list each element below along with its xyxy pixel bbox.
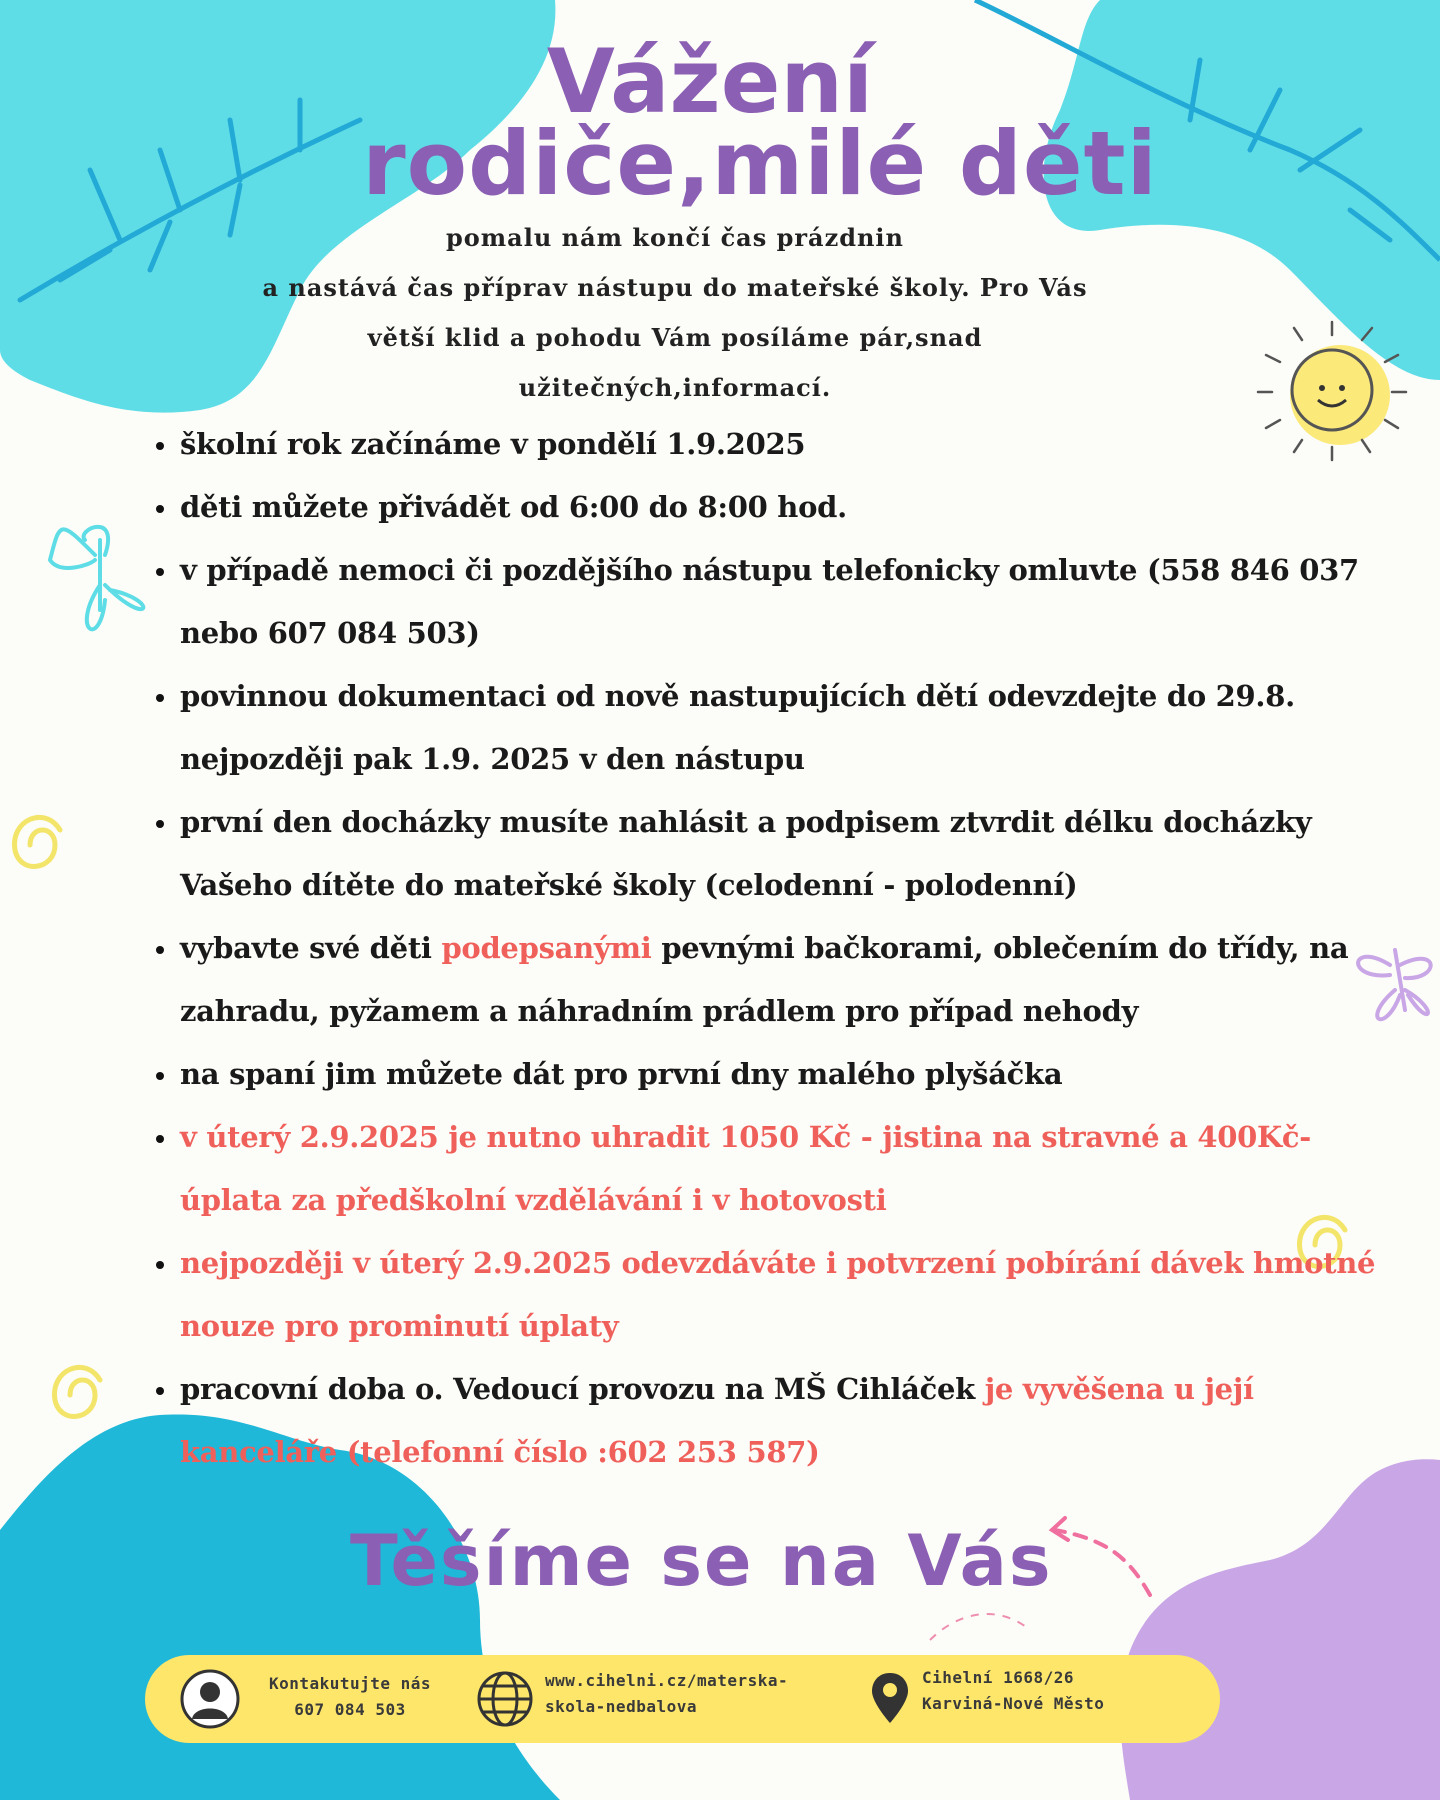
list-item-text: školní rok začínáme v pondělí 1.9.2025 [180, 427, 806, 461]
address-line-2: Karviná-Nové Město [922, 1694, 1105, 1713]
intro-line-1: pomalu nám končí čas prázdnin [445, 223, 904, 252]
list-item [150, 539, 1400, 665]
intro-line-4: užitečných,informací. [518, 373, 832, 402]
highlighted-text: je vyvěšena u její kanceláře (telefonní číslo :602 253 587) [180, 1372, 1254, 1469]
info-list [150, 413, 1400, 1484]
list-item [150, 1232, 1400, 1358]
highlighted-text: v úterý 2.9.2025 je nutno uhradit 1050 Kč - jistina na stravné a 400Kč- úplata za předškolní vzdělávání i v hotovosti [180, 1120, 1311, 1217]
intro-line-2: a nastává čas příprav nástupu do mateřské školy. Pro Vás [262, 273, 1088, 302]
dragonfly-icon-left [50, 527, 143, 629]
bottom-right-blob [1120, 1459, 1440, 1800]
address-line-1: Cihelní 1668/26 [922, 1668, 1074, 1687]
list-item [150, 1043, 1400, 1106]
closing-title: Těšíme se na Vás [350, 1520, 1053, 1602]
list-item [150, 917, 1400, 1043]
list-item [150, 1106, 1400, 1232]
intro-line-3: větší klid a pohodu Vám posíláme pár,snad [367, 323, 983, 352]
list-item [150, 476, 1400, 539]
list-item-text: v případě nemoci či pozdějšího nástupu telefonicky omluvte (558 846 037 nebo 607 084 503) [180, 553, 1359, 650]
list-item [150, 1358, 1400, 1484]
heading-line-2: rodiče,milé děti [362, 112, 1158, 215]
list-item-text: pevnými bačkorami, oblečením do třídy, na zahradu, pyžamem a náhradním prádlem pro případ nehody [180, 931, 1349, 1028]
list-item [150, 413, 1400, 476]
list-item-text: pracovní doba o. Vedoucí provozu na MŠ Cihláček [180, 1372, 985, 1406]
contact-label: Kontakutujte nás [268, 1674, 432, 1693]
contact-footer [145, 1655, 1220, 1743]
globe-icon [475, 1669, 535, 1729]
heading-line-1: Vážení [546, 30, 874, 133]
list-item-text: vybavte své děti [180, 931, 442, 965]
highlighted-text: podepsanými [441, 931, 652, 965]
list-item-text: povinnou dokumentaci od nově nastupujících dětí odevzdejte do 29.8. nejpozději pak 1.9. 2025 v den nástupu [180, 679, 1295, 776]
list-item [150, 665, 1400, 791]
web-link-line-1[interactable]: www.cihelni.cz/materska- [545, 1671, 789, 1690]
contact-phone[interactable]: 607 084 503 [294, 1700, 406, 1719]
list-item-text: na spaní jim můžete dát pro první dny malého plyšáčka [180, 1057, 1063, 1091]
list-item-text: první den docházky musíte nahlásit a podpisem ztvrdit délku docházky Vašeho dítěte do mateřské školy (celodenní - polodenní) [180, 805, 1312, 902]
highlighted-text: nejpozději v úterý 2.9.2025 odevzdáváte i potvrzení pobírání dávek hmotné nouze pro prominutí úplaty [180, 1246, 1376, 1343]
user-icon [180, 1669, 240, 1729]
web-link-line-2[interactable]: skola-nedbalova [545, 1697, 697, 1716]
list-item-text: děti můžete přivádět od 6:00 do 8:00 hod. [180, 490, 847, 524]
location-pin-icon [870, 1671, 910, 1727]
list-item [150, 791, 1400, 917]
